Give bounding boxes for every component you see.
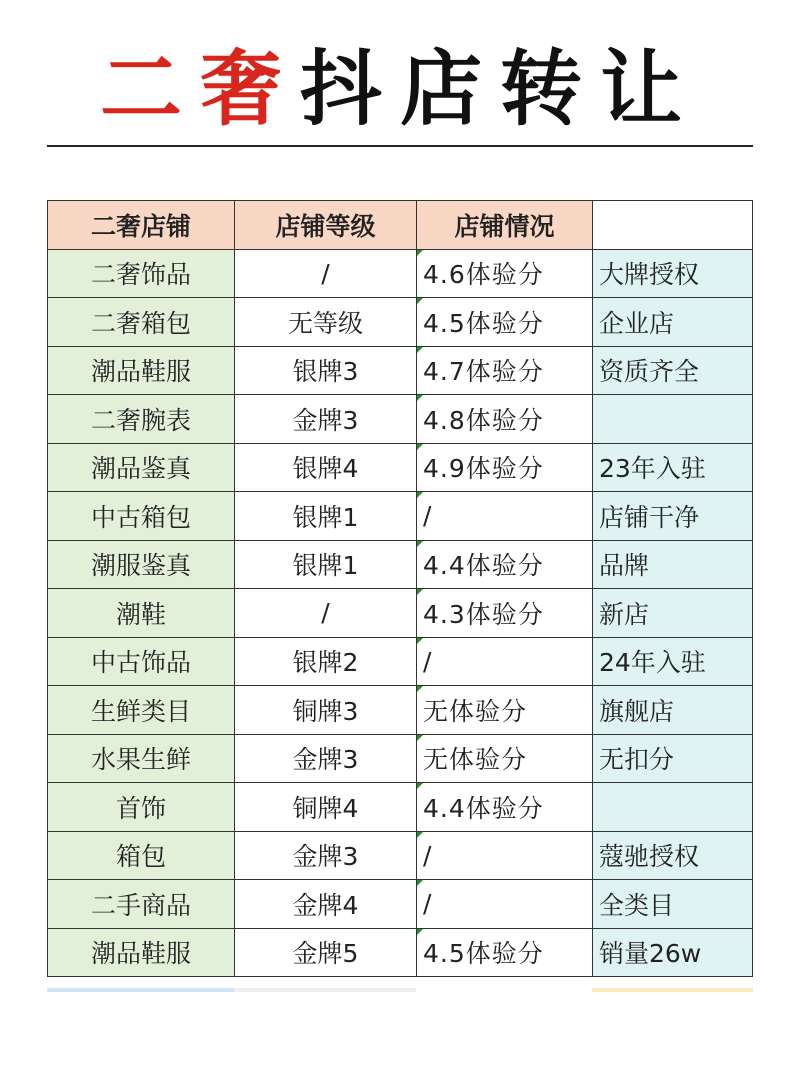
- table-cut-edge: [234, 988, 416, 992]
- cell-store-status: 4.9体验分: [417, 443, 593, 492]
- title-divider: [47, 145, 753, 147]
- cell-store-status: /: [417, 880, 593, 929]
- cell-store-level: /: [235, 249, 417, 298]
- cell-store-status: 4.8体验分: [417, 395, 593, 444]
- cell-store-status: 无体验分: [417, 686, 593, 735]
- title-red-part: 二奢: [99, 42, 300, 137]
- table-row: [48, 249, 753, 298]
- cell-notes: 大牌授权: [593, 249, 753, 298]
- cell-notes: 蔻驰授权: [593, 831, 753, 880]
- cell-notes: [593, 395, 753, 444]
- cell-store-type: 潮服鉴真: [48, 540, 235, 589]
- cell-store-level: 银牌1: [235, 540, 417, 589]
- cell-store-status: 4.7体验分: [417, 346, 593, 395]
- cell-store-type: 二奢饰品: [48, 249, 235, 298]
- cell-store-level: 铜牌3: [235, 686, 417, 735]
- cell-store-type: 潮品鉴真: [48, 443, 235, 492]
- cell-notes: [593, 783, 753, 832]
- cell-notes: 24年入驻: [593, 637, 753, 686]
- table-row: [48, 686, 753, 735]
- table-row: [48, 928, 753, 977]
- page-title: [0, 40, 800, 140]
- cell-store-level: 金牌3: [235, 395, 417, 444]
- table-row: [48, 831, 753, 880]
- cell-store-type: 潮品鞋服: [48, 346, 235, 395]
- cell-store-level: 银牌1: [235, 492, 417, 541]
- cell-store-status: /: [417, 492, 593, 541]
- cell-store-level: /: [235, 589, 417, 638]
- header-store-type: 二奢店铺: [48, 201, 235, 250]
- table-row: [48, 734, 753, 783]
- cell-store-level: 银牌3: [235, 346, 417, 395]
- cell-notes: 店铺干净: [593, 492, 753, 541]
- cell-store-level: 无等级: [235, 298, 417, 347]
- table-row: [48, 492, 753, 541]
- table-cut-edge: [592, 988, 753, 992]
- cell-store-status: /: [417, 637, 593, 686]
- cell-notes: 资质齐全: [593, 346, 753, 395]
- cell-store-type: 潮品鞋服: [48, 928, 235, 977]
- cell-store-status: 4.5体验分: [417, 928, 593, 977]
- table-row: [48, 395, 753, 444]
- table-row: [48, 443, 753, 492]
- cell-store-level: 金牌3: [235, 831, 417, 880]
- cell-store-status: /: [417, 831, 593, 880]
- store-table: [47, 200, 753, 977]
- cell-store-level: 铜牌4: [235, 783, 417, 832]
- cell-store-type: 二手商品: [48, 880, 235, 929]
- cell-notes: 品牌: [593, 540, 753, 589]
- header-store-level: 店铺等级: [235, 201, 417, 250]
- cell-store-status: 4.3体验分: [417, 589, 593, 638]
- cell-store-level: 金牌3: [235, 734, 417, 783]
- table-row: [48, 589, 753, 638]
- cell-store-type: 箱包: [48, 831, 235, 880]
- cell-store-type: 二奢腕表: [48, 395, 235, 444]
- cell-store-type: 二奢箱包: [48, 298, 235, 347]
- table-row: [48, 637, 753, 686]
- cell-store-status: 4.6体验分: [417, 249, 593, 298]
- cell-notes: 销量26w: [593, 928, 753, 977]
- header-store-status: 店铺情况: [417, 201, 593, 250]
- cell-store-status: 4.5体验分: [417, 298, 593, 347]
- cell-store-type: 中古饰品: [48, 637, 235, 686]
- header-notes: [593, 201, 753, 250]
- cell-store-type: 生鲜类目: [48, 686, 235, 735]
- cell-notes: 全类目: [593, 880, 753, 929]
- table-row: [48, 783, 753, 832]
- cell-notes: 企业店: [593, 298, 753, 347]
- cell-store-status: 无体验分: [417, 734, 593, 783]
- cell-store-status: 4.4体验分: [417, 783, 593, 832]
- cell-notes: 无扣分: [593, 734, 753, 783]
- table-body: [48, 249, 753, 977]
- cell-notes: 旗舰店: [593, 686, 753, 735]
- cell-notes: 23年入驻: [593, 443, 753, 492]
- cell-store-level: 银牌2: [235, 637, 417, 686]
- cell-store-type: 潮鞋: [48, 589, 235, 638]
- table-row: [48, 298, 753, 347]
- cell-store-type: 首饰: [48, 783, 235, 832]
- table-row: [48, 346, 753, 395]
- cell-store-type: 水果生鲜: [48, 734, 235, 783]
- table-header-row: [48, 201, 753, 250]
- table-cut-edge: [47, 988, 234, 992]
- table-row: [48, 880, 753, 929]
- cell-store-status: 4.4体验分: [417, 540, 593, 589]
- cell-store-type: 中古箱包: [48, 492, 235, 541]
- title-black-part: 抖店转让: [300, 42, 701, 137]
- cell-notes: 新店: [593, 589, 753, 638]
- cell-store-level: 金牌5: [235, 928, 417, 977]
- cell-store-level: 金牌4: [235, 880, 417, 929]
- table-row: [48, 540, 753, 589]
- cell-store-level: 银牌4: [235, 443, 417, 492]
